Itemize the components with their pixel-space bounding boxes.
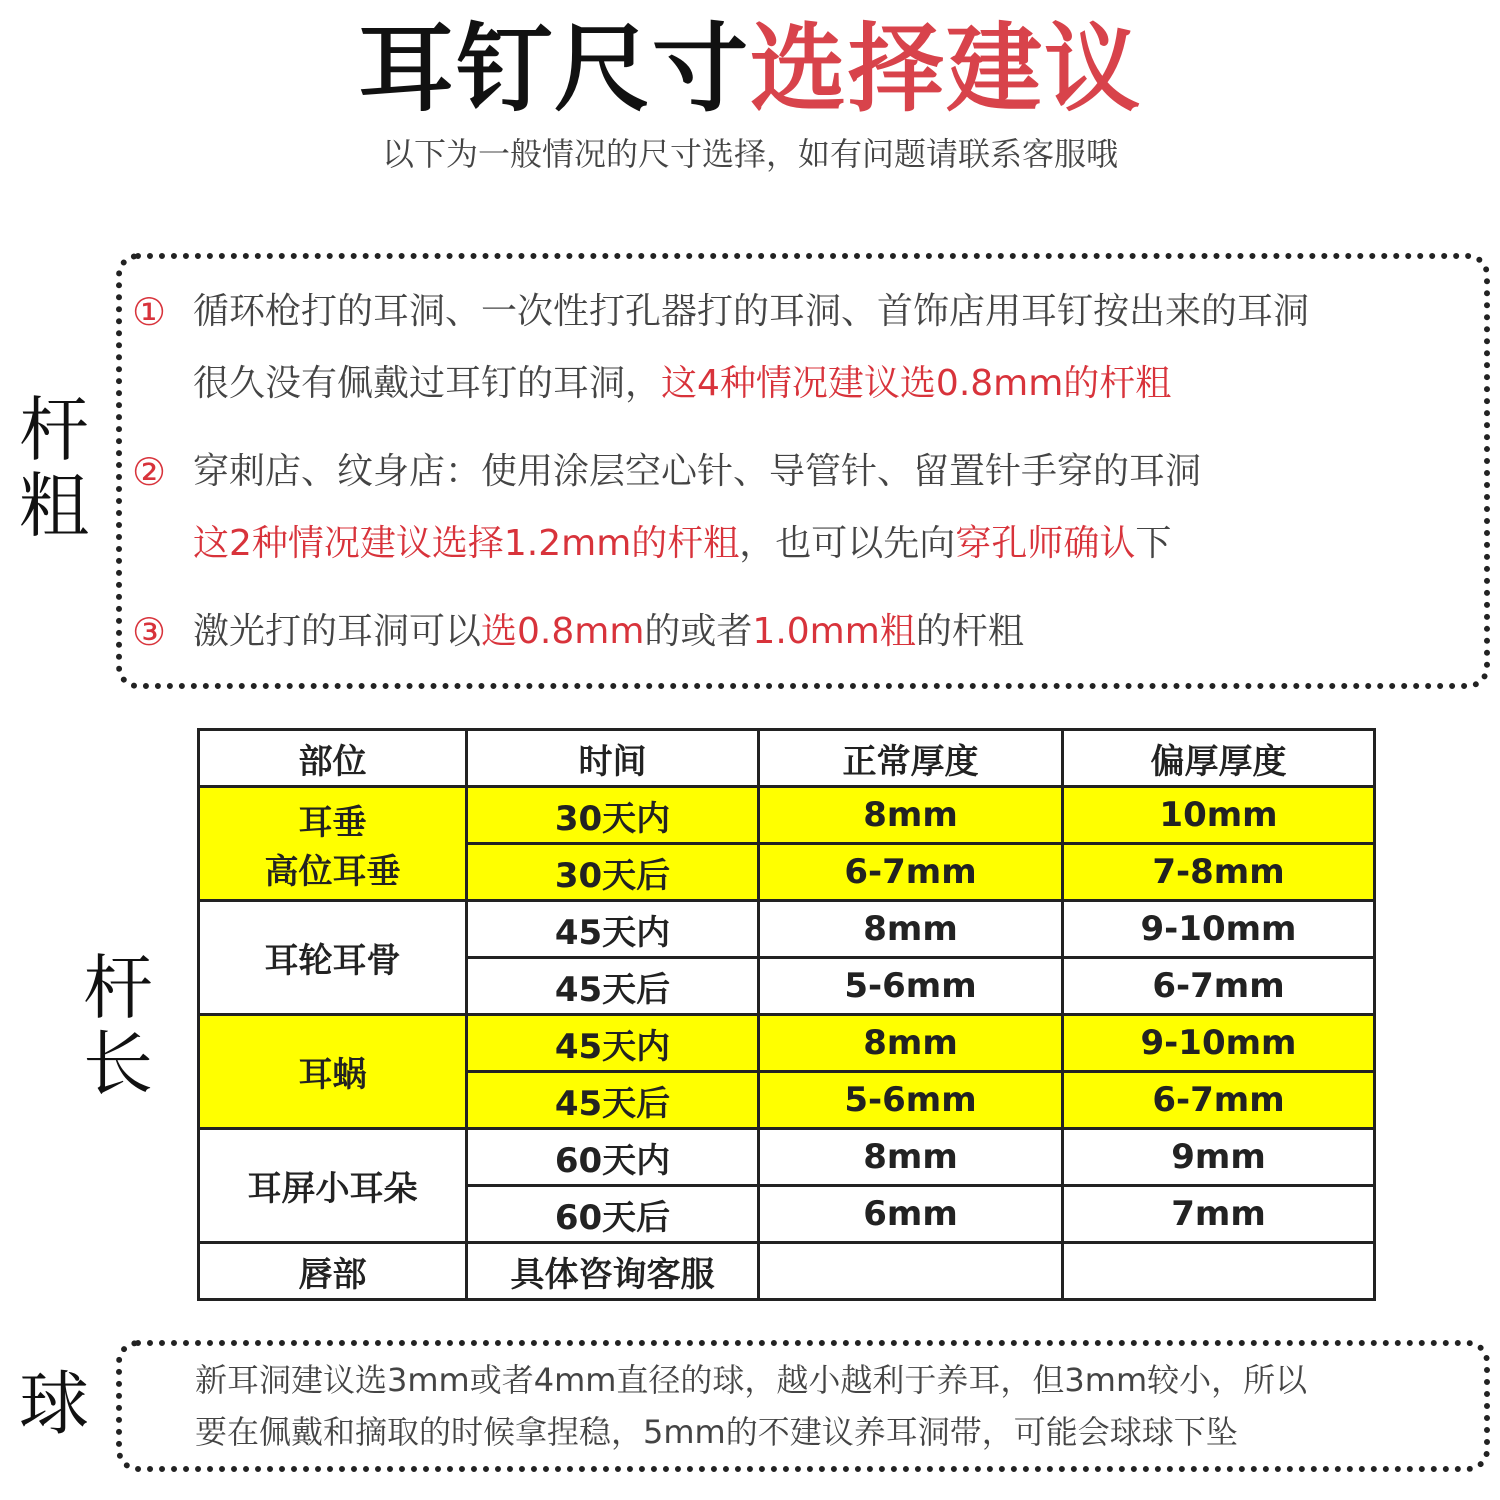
time-cell: 具体咨询客服 [467, 1243, 759, 1300]
thick-cell [1063, 1243, 1375, 1300]
item-3-red-a: 选0.8mm [481, 611, 645, 652]
thick-cell: 7mm [1063, 1186, 1375, 1243]
side-label-length-char-1: 杆 [83, 947, 153, 1029]
thick-cell: 6-7mm [1063, 958, 1375, 1015]
thick-cell: 10mm [1063, 787, 1375, 844]
ball-advice-line-2: 要在佩戴和摘取的时候拿捏稳，5mm的不建议养耳洞带，可能会球球下坠 [195, 1413, 1238, 1451]
table-row [199, 787, 1375, 844]
ball-advice-line-1: 新耳洞建议选3mm或者4mm直径的球，越小越利于养耳，但3mm较小，所以 [195, 1361, 1308, 1399]
time-cell: 60天后 [467, 1186, 759, 1243]
table-row [199, 1129, 1375, 1186]
time-cell: 60天内 [467, 1129, 759, 1186]
normal-cell: 8mm [759, 787, 1063, 844]
item-2-line-2-red-b: 穿孔师确认 [955, 523, 1136, 564]
side-label-thickness-char-2: 粗 [19, 465, 89, 547]
time-cell: 45天内 [467, 1015, 759, 1072]
part-cell-lip: 唇部 [199, 1243, 467, 1300]
time-cell: 45天后 [467, 1072, 759, 1129]
item-3-line [193, 608, 1024, 656]
item-1-line-2 [193, 360, 1171, 408]
part-label: 耳垂 [298, 802, 367, 843]
item-2-line-2 [193, 520, 1171, 568]
part-label: 高位耳垂 [264, 851, 401, 892]
page-subtitle: 以下为一般情况的尺寸选择，如有问题请联系客服哦 [381, 135, 1118, 173]
time-cell: 30天后 [467, 844, 759, 901]
table-row [199, 901, 1375, 958]
thick-cell: 7-8mm [1063, 844, 1375, 901]
item-3-plain-b: 的或者 [644, 611, 753, 652]
side-label-length [78, 947, 158, 1105]
side-label-thickness [14, 389, 94, 547]
table-header-row [199, 730, 1375, 787]
time-cell: 45天后 [467, 958, 759, 1015]
header-time: 时间 [467, 730, 759, 787]
normal-cell: 8mm [759, 1129, 1063, 1186]
header-normal-thickness: 正常厚度 [759, 730, 1063, 787]
normal-cell: 8mm [759, 1015, 1063, 1072]
side-label-ball: 球 [19, 1363, 89, 1445]
normal-cell: 8mm [759, 901, 1063, 958]
item-2-line-2-red-a: 这2种情况建议选择1.2mm的杆粗 [193, 523, 740, 564]
item-3-red-b: 1.0mm粗 [752, 611, 916, 652]
post-length-table [197, 728, 1376, 1301]
page-title-main: 耳钉尺寸 [358, 13, 750, 125]
item-3-plain-c: 的杆粗 [915, 611, 1024, 652]
normal-cell: 6mm [759, 1186, 1063, 1243]
thick-cell: 9mm [1063, 1129, 1375, 1186]
table-row [199, 1015, 1375, 1072]
item-3-plain-a: 激光打的耳洞可以 [193, 611, 482, 652]
part-cell-tragus: 耳屏小耳朵 [199, 1129, 467, 1243]
item-2-line-2-plain-b: 下 [1135, 523, 1172, 564]
side-label-thickness-char-1: 杆 [19, 389, 89, 471]
item-1-line-2-plain: 很久没有佩戴过耳钉的耳洞， [193, 363, 662, 404]
time-cell: 30天内 [467, 787, 759, 844]
item-1-line-2-red: 这4种情况建议选0.8mm的杆粗 [661, 363, 1172, 404]
time-cell: 45天内 [467, 901, 759, 958]
item-2-line-1: 穿刺店、纹身店：使用涂层空心针、导管针、留置针手穿的耳洞 [193, 451, 1202, 492]
item-1-number: ① [132, 290, 167, 334]
page-title [0, 14, 1500, 124]
item-1-line-1: 循环枪打的耳洞、一次性打孔器打的耳洞、首饰店用耳钉按出来的耳洞 [193, 291, 1310, 332]
page-title-accent: 选择建议 [750, 13, 1142, 125]
item-2-line-2-plain-a: ，也可以先向 [739, 523, 956, 564]
normal-cell [759, 1243, 1063, 1300]
thick-cell: 9-10mm [1063, 1015, 1375, 1072]
normal-cell: 6-7mm [759, 844, 1063, 901]
normal-cell: 5-6mm [759, 958, 1063, 1015]
table-row [199, 1243, 1375, 1300]
part-cell-conch: 耳蜗 [199, 1015, 467, 1129]
item-2-number: ② [132, 450, 167, 494]
item-3-number: ③ [132, 610, 167, 654]
header-thick-thickness: 偏厚厚度 [1063, 730, 1375, 787]
part-cell-helix: 耳轮耳骨 [199, 901, 467, 1015]
side-label-length-char-2: 长 [83, 1023, 153, 1105]
part-cell-earlobe [199, 787, 467, 901]
header-part: 部位 [199, 730, 467, 787]
normal-cell: 5-6mm [759, 1072, 1063, 1129]
thick-cell: 9-10mm [1063, 901, 1375, 958]
thick-cell: 6-7mm [1063, 1072, 1375, 1129]
